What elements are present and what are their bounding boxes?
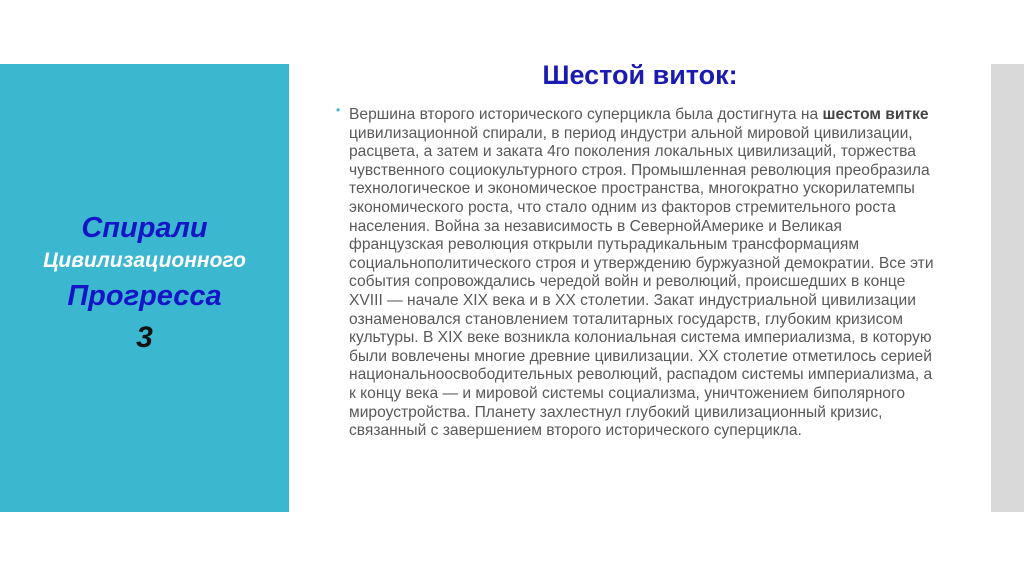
body-paragraph [349,106,934,441]
bullet-icon: • [336,103,341,117]
slide-title [0,210,289,358]
paragraph-emphasis: шестом витке [822,106,929,123]
title-line-civilizational: Цивилизационного [43,249,246,272]
paragraph-rest: цивилизационной спирали, в период индустри альной мировой цивилизации, расцвета, а затем и заката 4го поколения локальных цивилизаций, торжества чувственного социокультурного строя. Промышленная революция преобразила технологическое и экономическое пространства, многократно ускорилатемпы экономического роста, что стало одним из факторов стремительного роста населения. Война за независимость в СевернойАмерике и Великая французская революция открыли путьрадикальным трансформациям социальнополитического строя и утверждению буржуазной демократии. Все эти события сопровождались чередой войн и революций, происшедших в конце XVIII — начале XIX века и в XX столетии. Закат индустриальной цивилизации ознаменовался становлением тоталитарных государств, глубоким кризисом культуры. В XIX веке возникла колониальная система империализма, в которую были вовлечены многие древние цивилизации. XX столетие отметилось серией национальноосвободительных революций, распадом системы империализма, а к концу века — и мировой системы социализма, уничтожением биполярного мироустройства. Планету захлестнул глубокий цивилизационный кризис, связанный с завершением второго исторического суперцикла. [349,124,934,440]
title-line-progress: Прогресса [67,280,222,312]
title-line-spirals: Спирали [81,212,208,244]
title-line-number: 3 [136,321,153,354]
paragraph-start: Вершина второго исторического суперцикла была достигнута на [349,106,819,123]
side-bar-decoration [991,64,1024,512]
section-heading: Шестой виток: [542,60,738,90]
